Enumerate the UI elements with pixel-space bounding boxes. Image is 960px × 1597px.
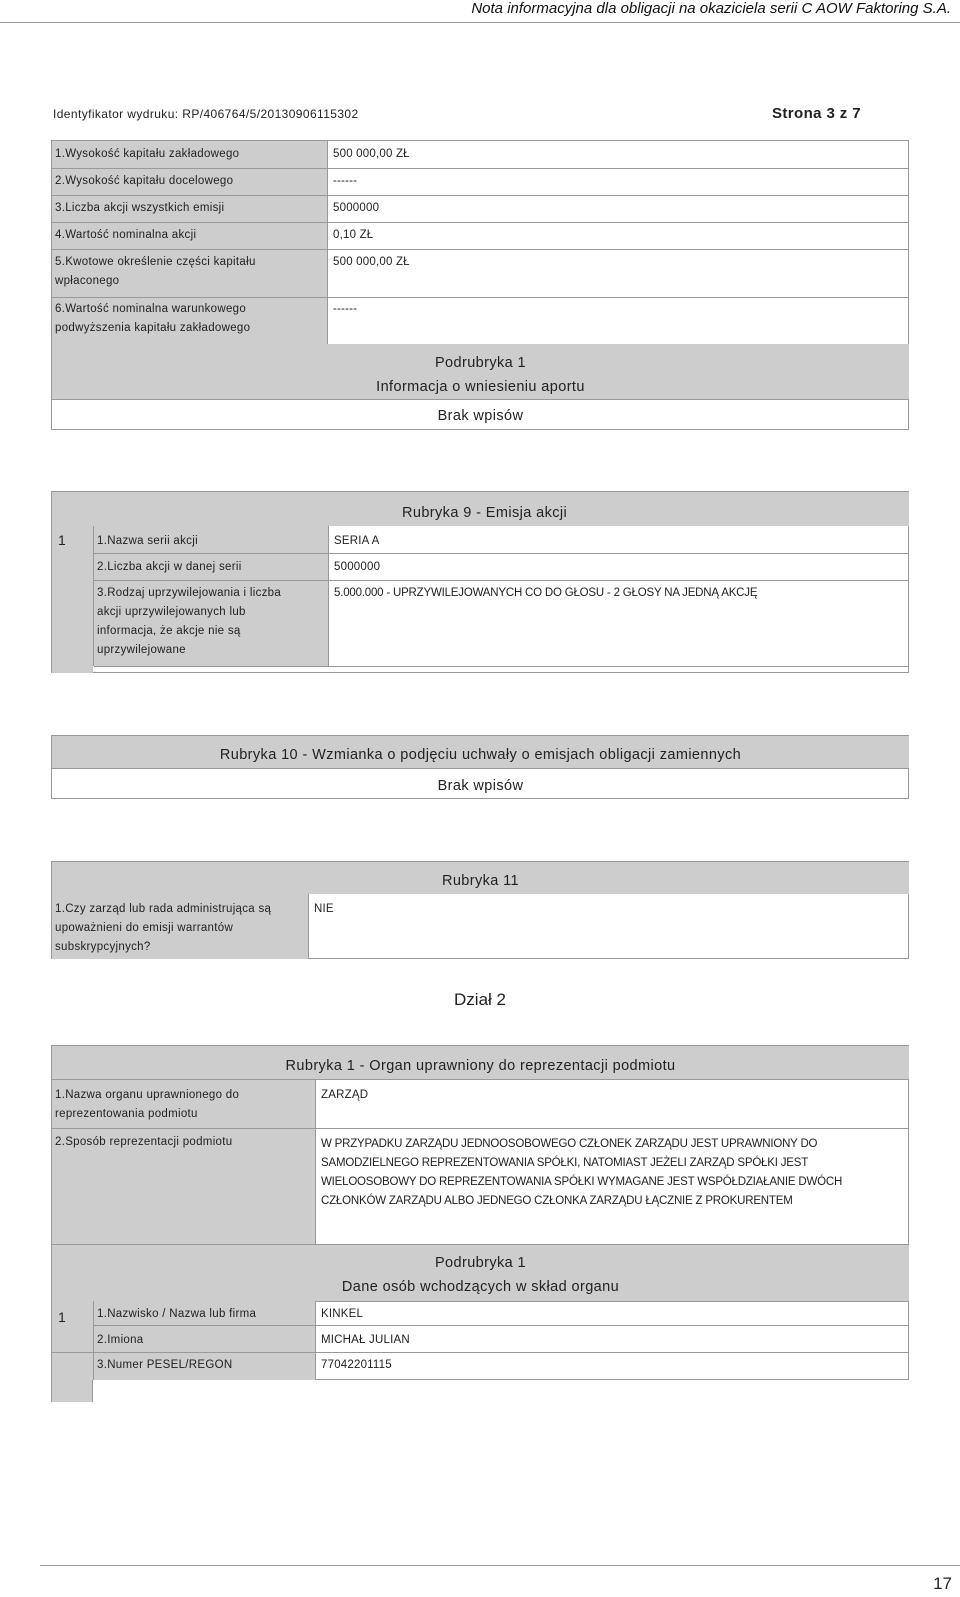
capital-row-value: 500 000,00 ZŁ [333, 148, 410, 160]
person-value: KINKEL [321, 1308, 364, 1320]
rubryka-11-section [51, 861, 909, 959]
capital-row-value: ------ [333, 303, 358, 315]
question-answer: NIE [314, 903, 334, 915]
emisja-row-value: 5000000 [334, 561, 381, 573]
person-label: 1.Nazwisko / Nazwa lub firma [97, 1308, 257, 1320]
person-label: 3.Numer PESEL/REGON [97, 1359, 233, 1371]
emisja-row-label: 3.Rodzaj uprzywilejowania i liczba [97, 587, 282, 599]
organ-name-value: ZARZĄD [321, 1089, 369, 1101]
emisja-row-label: informacja, że akcje nie są [97, 625, 241, 637]
capital-row-label: 1.Wysokość kapitału zakładowego [55, 148, 240, 160]
index-column-tail [51, 1380, 93, 1402]
page-indicator: Strona 3 z 7 [772, 105, 861, 122]
section-title: Rubryka 9 - Emisja akcji [402, 505, 568, 521]
emisja-row-label: akcji uprzywilejowanych lub [97, 606, 246, 618]
representation-text: CZŁONKÓW ZARZĄDU ALBO JEDNEGO CZŁONKA ZARZĄDU ŁĄCZNIE Z PROKURENTEM [321, 1195, 793, 1207]
subsection-subtitle: Dane osób wchodzących w skład organu [341, 1279, 620, 1295]
representation-text: SAMODZIELNEGO REPREZENTOWANIA SPÓŁKI, NATOMIAST JEŻELI ZARZĄD SPÓŁKI JEST [321, 1157, 809, 1169]
print-identifier: Identyfikator wydruku: RP/406764/5/20130906115302 [53, 107, 359, 121]
emisja-row-label: 2.Liczba akcji w danej serii [97, 561, 242, 573]
capital-row-value: ------ [333, 175, 358, 187]
section-heading-dzial: Dział 2 [454, 990, 506, 1009]
capital-row-value: 5000000 [333, 202, 380, 214]
question-label: upoważnieni do emisji warrantów [55, 922, 234, 934]
capital-row-value: 0,10 ZŁ [333, 229, 374, 241]
emisja-row-value: 5.000.000 - UPRZYWILEJOWANYCH CO DO GŁOSU - 2 GŁOSY NA JEDNĄ AKCJĘ [334, 587, 758, 599]
rubryka-9-section [51, 491, 909, 673]
representation-text: W PRZYPADKU ZARZĄDU JEDNOOSOBOWEGO CZŁONEK ZARZĄDU JEST UPRAWNIONY DO [321, 1138, 818, 1150]
rubryka-10-section [51, 735, 909, 799]
capital-row-label: 2.Wysokość kapitału docelowego [55, 175, 234, 187]
person-row-continuation [51, 1352, 909, 1380]
capital-row-label: 5.Kwotowe określenie części kapitału [55, 256, 256, 268]
entry-index: 1 [58, 1309, 66, 1325]
representation-label: 2.Sposób reprezentacji podmiotu [55, 1136, 233, 1148]
question-label: subskrypcyjnych? [55, 941, 151, 953]
person-value: MICHAŁ JULIAN [321, 1334, 410, 1346]
organ-name-label: 1.Nazwa organu uprawnionego do [55, 1089, 240, 1101]
emisja-row-value: SERIA A [334, 535, 380, 547]
page-number: 17 [933, 1574, 952, 1593]
document-header-title: Nota informacyjna dla obligacji na okaziciela serii C AOW Faktoring S.A. [471, 0, 951, 17]
section-title: Rubryka 11 [441, 873, 520, 889]
entry-index: 1 [58, 532, 66, 548]
subsection-subtitle: Informacja o wniesieniu aportu [376, 379, 585, 395]
index-column [52, 1353, 93, 1380]
organ-name-label: reprezentowania podmiotu [55, 1108, 198, 1120]
person-value: 77042201115 [321, 1359, 392, 1371]
empty-entries-text: Brak wpisów [437, 408, 524, 424]
representation-text: WIELOOSOBOWY DO REPREZENTOWANIA SPÓŁKI WYMAGANE JEST WSPÓŁDZIAŁANIE DWÓCH [321, 1176, 843, 1188]
section-title: Rubryka 10 - Wzmianka o podjęciu uchwały o emisjach obligacji zamiennych [219, 747, 742, 763]
capital-table [51, 140, 909, 430]
capital-row-label: 4.Wartość nominalna akcji [55, 229, 197, 241]
section-title: Rubryka 1 - Organ uprawniony do reprezentacji podmiotu [285, 1058, 676, 1074]
emisja-row-label: 1.Nazwa serii akcji [97, 535, 198, 547]
empty-entries-text: Brak wpisów [437, 778, 524, 794]
capital-row-label: wpłaconego [55, 275, 120, 287]
person-label: 2.Imiona [97, 1334, 144, 1346]
index-column [52, 526, 93, 673]
capital-row-label: 3.Liczba akcji wszystkich emisji [55, 202, 225, 214]
subsection-title: Podrubryka 1 [434, 355, 527, 371]
capital-row-label: 6.Wartość nominalna warunkowego [55, 303, 247, 315]
footer-divider [40, 1565, 960, 1566]
emisja-row-label: uprzywilejowane [97, 644, 186, 656]
header-divider [0, 22, 960, 23]
question-label: 1.Czy zarząd lub rada administrująca są [55, 903, 272, 915]
subsection-title: Podrubryka 1 [434, 1255, 527, 1271]
organ-section [51, 1045, 909, 1353]
capital-row-value: 500 000,00 ZŁ [333, 256, 410, 268]
capital-row-label: podwyższenia kapitału zakładowego [55, 322, 251, 334]
